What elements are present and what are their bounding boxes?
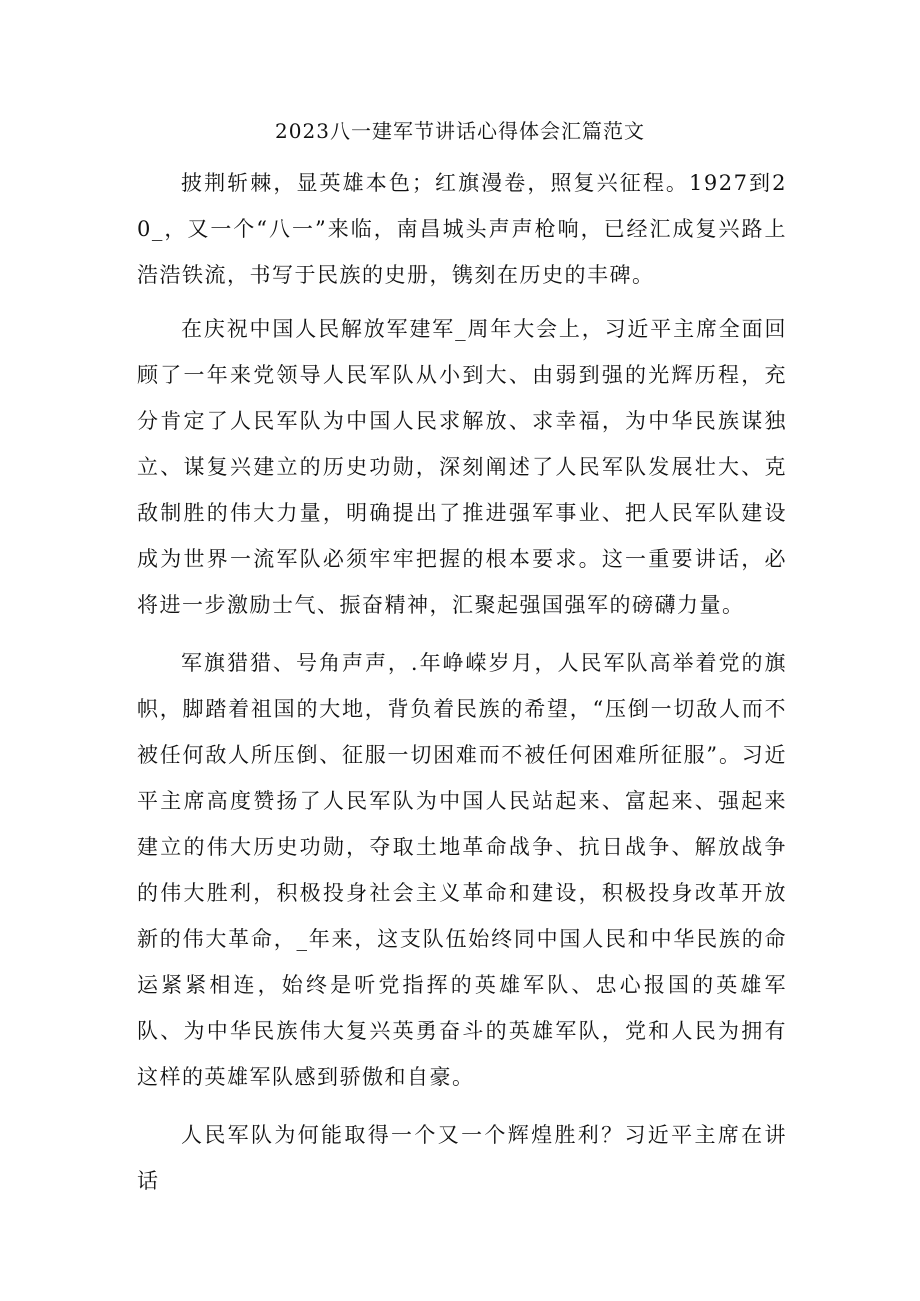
paragraph-2: 在庆祝中国人民解放军建军_周年大会上，习近平主席全面回顾了一年来党领导人民军队从小到大、由弱到强的光辉历程，充分肯定了人民军队为中国人民求解放、求幸福，为中华民族谋独立、谋复兴建立的历史功勋，深刻阐述了人民军队发展壮大、克敌制胜的伟大力量，明确提出了推进强军事业、把人民军队建设成为世界一流军队必须牢牢把握的根本要求。这一重要讲话，必将进一步激励士气、振奋精神，汇聚起强国强军的磅礴力量。 <box>137 317 787 617</box>
paragraph-1: 披荆斩棘，显英雄本色；红旗漫卷，照复兴征程。1927到20_，又一个“八一”来临，南昌城头声声枪响，已经汇成复兴路上浩浩铁流，书写于民族的史册，镌刻在历史的丰碑。 <box>137 171 787 287</box>
document-body <box>137 160 787 1216</box>
document-title: 2023八一建军节讲话心得体会汇篇范文 <box>275 119 645 143</box>
paragraph-3: 军旗猎猎、号角声声，.年峥嵘岁月，人民军队高举着党的旗帜，脚踏着祖国的大地，背负着民族的希望，“压倒一切敌人而不被任何敌人所压倒、征服一切困难而不被任何困难所征服”。习近平主席高度赞扬了人民军队为中国人民站起来、富起来、强起来建立的伟大历史功勋，夺取土地革命战争、抗日战争、解放战争的伟大胜利，积极投身社会主义革命和建设，积极投身改革开放新的伟大革命，_年来，这支队伍始终同中国人民和中华民族的命运紧紧相连，始终是听党指挥的英雄军队、忠心报国的英雄军队、为中华民族伟大复兴英勇奋斗的英雄军队，党和人民为拥有这样的英雄军队感到骄傲和自豪。 <box>137 651 787 1089</box>
paragraph-4: 人民军队为何能取得一个又一个辉煌胜利？习近平主席在讲话 <box>137 1123 787 1193</box>
